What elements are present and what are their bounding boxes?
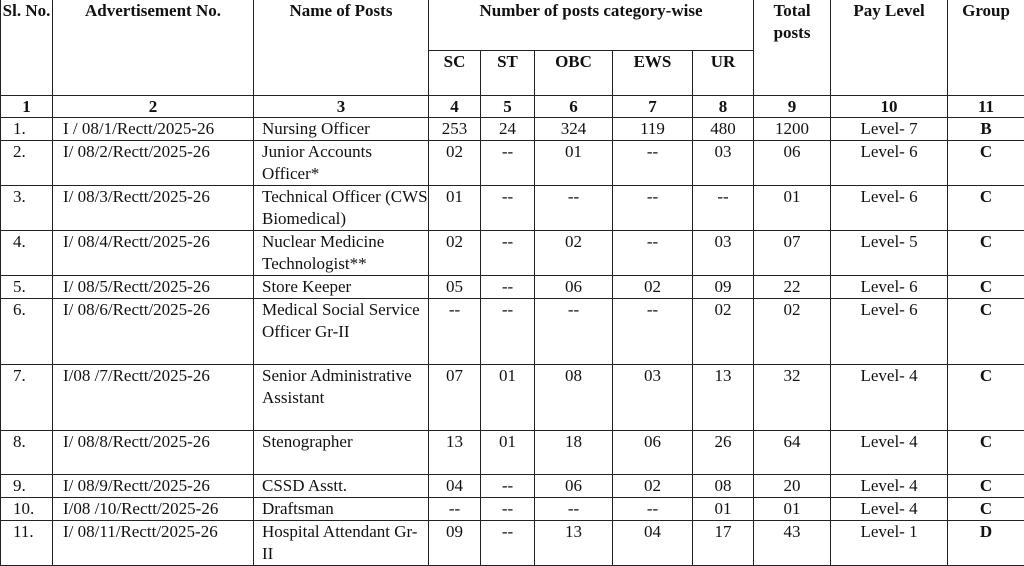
obc-count-cell: 18: [535, 431, 613, 475]
st-count-cell: --: [481, 299, 535, 365]
sc-count-cell: 13: [429, 431, 481, 475]
sc-count-cell: 02: [429, 231, 481, 276]
post-name-cell: Nuclear Medicine Technologist**: [254, 231, 429, 276]
st-count-cell: 24: [481, 118, 535, 141]
st-count-cell: --: [481, 186, 535, 231]
column-number: 4: [429, 96, 481, 118]
ur-count-cell: 09: [693, 276, 754, 299]
header-sl-no: Sl. No.: [1, 0, 53, 96]
pay-level-cell: Level- 6: [831, 276, 948, 299]
ews-count-cell: --: [613, 498, 693, 521]
total-posts-cell: 20: [754, 475, 831, 498]
sl-no-cell: 4.: [1, 231, 53, 276]
pay-level-cell: Level- 4: [831, 475, 948, 498]
sc-count-cell: 07: [429, 365, 481, 431]
obc-count-cell: 08: [535, 365, 613, 431]
pay-level-cell: Level- 1: [831, 521, 948, 566]
sl-no-cell: 8.: [1, 431, 53, 475]
sc-count-cell: --: [429, 498, 481, 521]
header-pay-level: Pay Level: [831, 0, 948, 96]
st-count-cell: --: [481, 475, 535, 498]
header-sc: SC: [429, 51, 481, 96]
pay-level-cell: Level- 4: [831, 365, 948, 431]
header-advertisement-no: Advertisement No.: [53, 0, 254, 96]
table-row: [1, 141, 1024, 186]
column-number: 9: [754, 96, 831, 118]
pay-level-cell: Level- 4: [831, 431, 948, 475]
table-row: [1, 299, 1024, 365]
post-name-cell: Draftsman: [254, 498, 429, 521]
header-st: ST: [481, 51, 535, 96]
st-count-cell: 01: [481, 365, 535, 431]
table-row: [1, 231, 1024, 276]
advertisement-no-cell: I/ 08/6/Rectt/2025-26: [53, 299, 254, 365]
sl-no-cell: 6.: [1, 299, 53, 365]
sc-count-cell: 02: [429, 141, 481, 186]
sc-count-cell: 09: [429, 521, 481, 566]
group-cell: C: [948, 276, 1024, 299]
ews-count-cell: 119: [613, 118, 693, 141]
advertisement-no-cell: I/08 /7/Rectt/2025-26: [53, 365, 254, 431]
ews-count-cell: 04: [613, 521, 693, 566]
sc-count-cell: --: [429, 299, 481, 365]
st-count-cell: --: [481, 231, 535, 276]
ur-count-cell: 08: [693, 475, 754, 498]
sl-no-cell: 5.: [1, 276, 53, 299]
header-category-wise: Number of posts category-wise: [429, 0, 754, 51]
ews-count-cell: --: [613, 299, 693, 365]
st-count-cell: 01: [481, 431, 535, 475]
total-posts-cell: 01: [754, 186, 831, 231]
column-number-row: [1, 96, 1024, 118]
sl-no-cell: 1.: [1, 118, 53, 141]
obc-count-cell: 324: [535, 118, 613, 141]
post-name-cell: Nursing Officer: [254, 118, 429, 141]
pay-level-cell: Level- 5: [831, 231, 948, 276]
obc-count-cell: --: [535, 186, 613, 231]
header-name-of-posts: Name of Posts: [254, 0, 429, 96]
post-name-cell: Stenographer: [254, 431, 429, 475]
column-number: 11: [948, 96, 1024, 118]
column-number: 10: [831, 96, 948, 118]
table-row: [1, 276, 1024, 299]
pay-level-cell: Level- 7: [831, 118, 948, 141]
group-cell: D: [948, 521, 1024, 566]
total-posts-cell: 43: [754, 521, 831, 566]
ur-count-cell: 02: [693, 299, 754, 365]
total-posts-cell: 32: [754, 365, 831, 431]
column-number: 1: [1, 96, 53, 118]
sl-no-cell: 7.: [1, 365, 53, 431]
st-count-cell: --: [481, 141, 535, 186]
header-group: Group: [948, 0, 1024, 96]
ur-count-cell: 17: [693, 521, 754, 566]
ur-count-cell: 26: [693, 431, 754, 475]
advertisement-no-cell: I/08 /10/Rectt/2025-26: [53, 498, 254, 521]
group-cell: C: [948, 141, 1024, 186]
sl-no-cell: 11.: [1, 521, 53, 566]
table-row: [1, 118, 1024, 141]
group-cell: C: [948, 498, 1024, 521]
sc-count-cell: 05: [429, 276, 481, 299]
advertisement-no-cell: I / 08/1/Rectt/2025-26: [53, 118, 254, 141]
post-name-cell: Store Keeper: [254, 276, 429, 299]
ews-count-cell: 02: [613, 475, 693, 498]
total-posts-cell: 01: [754, 498, 831, 521]
ews-count-cell: 06: [613, 431, 693, 475]
total-posts-cell: 06: [754, 141, 831, 186]
ur-count-cell: 01: [693, 498, 754, 521]
column-number: 5: [481, 96, 535, 118]
sc-count-cell: 04: [429, 475, 481, 498]
column-number: 6: [535, 96, 613, 118]
ews-count-cell: --: [613, 231, 693, 276]
obc-count-cell: 06: [535, 276, 613, 299]
total-posts-cell: 1200: [754, 118, 831, 141]
column-number: 8: [693, 96, 754, 118]
post-name-cell: Junior Accounts Officer*: [254, 141, 429, 186]
sc-count-cell: 253: [429, 118, 481, 141]
table-row: [1, 431, 1024, 475]
ur-count-cell: 03: [693, 141, 754, 186]
column-number: 3: [254, 96, 429, 118]
ews-count-cell: --: [613, 141, 693, 186]
table-header: [1, 0, 1024, 118]
advertisement-no-cell: I/ 08/5/Rectt/2025-26: [53, 276, 254, 299]
group-cell: C: [948, 231, 1024, 276]
sl-no-cell: 3.: [1, 186, 53, 231]
header-obc: OBC: [535, 51, 613, 96]
sc-count-cell: 01: [429, 186, 481, 231]
pay-level-cell: Level- 6: [831, 141, 948, 186]
header-ews: EWS: [613, 51, 693, 96]
obc-count-cell: 06: [535, 475, 613, 498]
advertisement-no-cell: I/ 08/11/Rectt/2025-26: [53, 521, 254, 566]
column-number: 2: [53, 96, 254, 118]
column-number: 7: [613, 96, 693, 118]
table-body: [1, 118, 1024, 566]
advertisement-no-cell: I/ 08/4/Rectt/2025-26: [53, 231, 254, 276]
total-posts-cell: 22: [754, 276, 831, 299]
group-cell: C: [948, 186, 1024, 231]
obc-count-cell: 01: [535, 141, 613, 186]
obc-count-cell: 13: [535, 521, 613, 566]
obc-count-cell: 02: [535, 231, 613, 276]
post-name-cell: CSSD Asstt.: [254, 475, 429, 498]
st-count-cell: --: [481, 521, 535, 566]
obc-count-cell: --: [535, 299, 613, 365]
st-count-cell: --: [481, 276, 535, 299]
total-posts-cell: 02: [754, 299, 831, 365]
sl-no-cell: 10.: [1, 498, 53, 521]
table-row: [1, 498, 1024, 521]
group-cell: B: [948, 118, 1024, 141]
total-posts-cell: 07: [754, 231, 831, 276]
advertisement-no-cell: I/ 08/9/Rectt/2025-26: [53, 475, 254, 498]
ews-count-cell: 03: [613, 365, 693, 431]
pay-level-cell: Level- 6: [831, 299, 948, 365]
post-name-cell: Technical Officer (CWS Biomedical): [254, 186, 429, 231]
post-name-cell: Medical Social Service Officer Gr-II: [254, 299, 429, 365]
ur-count-cell: --: [693, 186, 754, 231]
ews-count-cell: --: [613, 186, 693, 231]
table-row: [1, 475, 1024, 498]
group-cell: C: [948, 431, 1024, 475]
post-name-cell: Senior Administrative Assistant: [254, 365, 429, 431]
ews-count-cell: 02: [613, 276, 693, 299]
table-row: [1, 186, 1024, 231]
sl-no-cell: 9.: [1, 475, 53, 498]
post-name-cell: Hospital Attendant Gr-II: [254, 521, 429, 566]
group-cell: C: [948, 299, 1024, 365]
table-row: [1, 365, 1024, 431]
table-row: [1, 521, 1024, 566]
ur-count-cell: 480: [693, 118, 754, 141]
obc-count-cell: --: [535, 498, 613, 521]
st-count-cell: --: [481, 498, 535, 521]
ur-count-cell: 13: [693, 365, 754, 431]
advertisement-no-cell: I/ 08/2/Rectt/2025-26: [53, 141, 254, 186]
header-ur: UR: [693, 51, 754, 96]
advertisement-no-cell: I/ 08/8/Rectt/2025-26: [53, 431, 254, 475]
pay-level-cell: Level- 6: [831, 186, 948, 231]
group-cell: C: [948, 365, 1024, 431]
sl-no-cell: 2.: [1, 141, 53, 186]
ur-count-cell: 03: [693, 231, 754, 276]
pay-level-cell: Level- 4: [831, 498, 948, 521]
header-total-posts: Total posts: [754, 0, 831, 96]
total-posts-cell: 64: [754, 431, 831, 475]
advertisement-no-cell: I/ 08/3/Rectt/2025-26: [53, 186, 254, 231]
group-cell: C: [948, 475, 1024, 498]
